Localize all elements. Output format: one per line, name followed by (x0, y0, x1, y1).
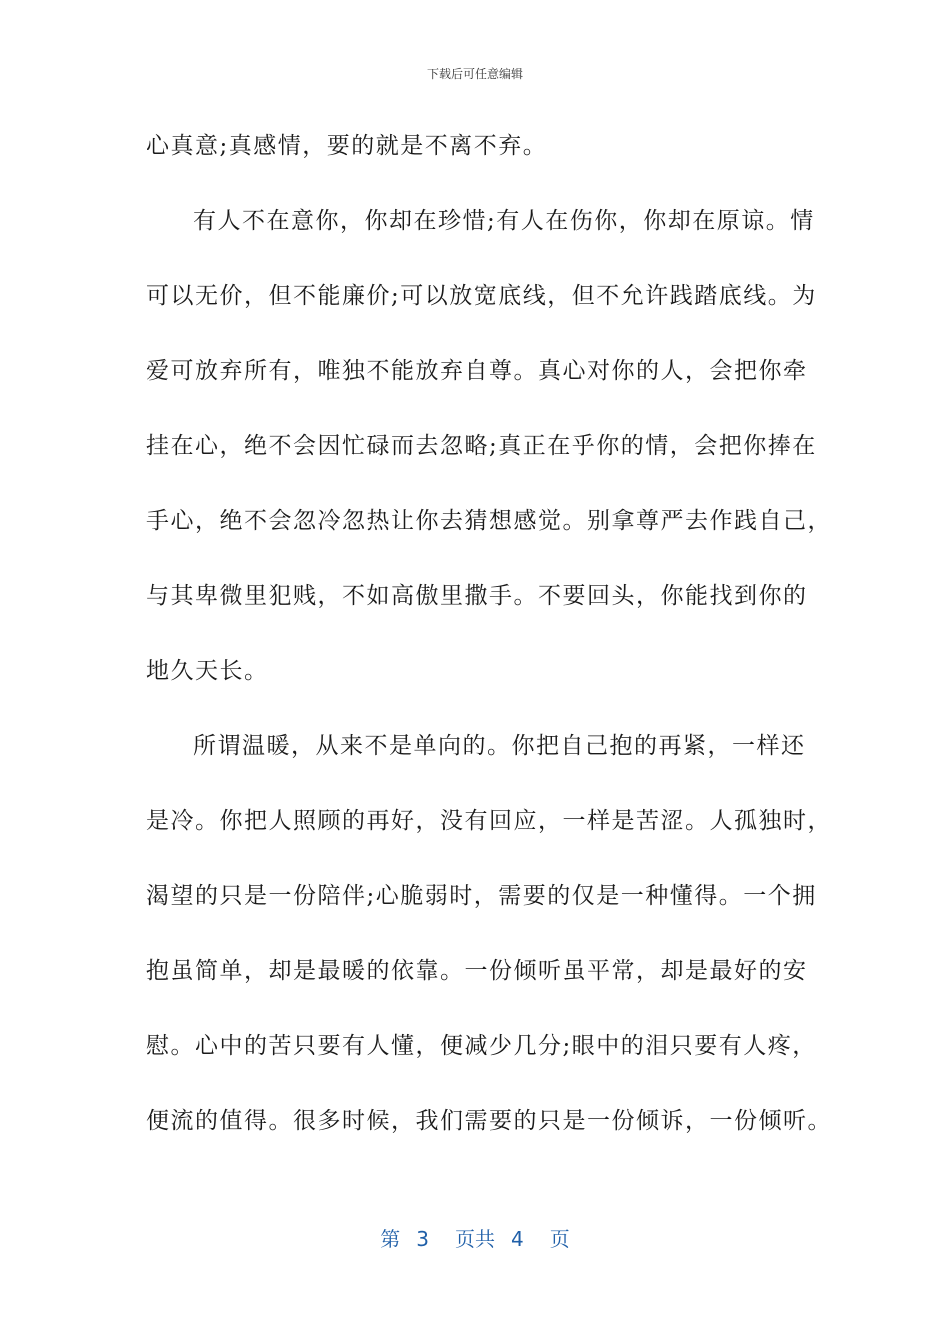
text-line: 慰。心中的苦只要有人懂，便减少几分;眼中的泪只要有人疼， (146, 1033, 817, 1059)
text-line: 可以无价，但不能廉价;可以放宽底线，但不允许践踏底线。为 (146, 283, 817, 309)
footer-prefix: 第 (380, 1227, 401, 1251)
text-line: 抱虽简单，却是最暖的依靠。一份倾听虽平常，却是最好的安 (146, 958, 808, 984)
paragraph-start-line: 有人不在意你，你却在珍惜;有人在伤你，你却在原谅。情 (193, 208, 815, 234)
footer-current-page: 3 (416, 1227, 429, 1251)
text-line: 渴望的只是一份陪伴;心脆弱时，需要的仅是一种懂得。一个拥 (146, 883, 817, 909)
footer-middle: 页共 (455, 1227, 495, 1251)
page-header: 下载后可任意编辑 (426, 67, 523, 81)
footer-total-pages: 4 (511, 1227, 524, 1251)
text-line: 心真意;真感情，要的就是不离不弃。 (146, 133, 548, 159)
text-line: 手心，绝不会忽冷忽热让你去猜想感觉。别拿尊严去作践自己， (146, 508, 832, 534)
paragraph-start-line: 所谓温暖，从来不是单向的。你把自己抱的再紧，一样还 (193, 733, 806, 759)
page-footer (0, 1225, 950, 1253)
text-line: 挂在心，绝不会因忙碌而去忽略;真正在乎你的情，会把你捧在 (146, 433, 817, 459)
text-line: 是冷。你把人照顾的再好，没有回应，一样是苦涩。人孤独时， (146, 808, 832, 834)
text-line: 爱可放弃所有，唯独不能放弃自尊。真心对你的人，会把你牵 (146, 358, 808, 384)
text-line: 与其卑微里犯贱，不如高傲里撒手。不要回头，你能找到你的 (146, 583, 808, 609)
text-line: 便流的值得。很多时候，我们需要的只是一份倾诉，一份倾听。 (146, 1108, 832, 1134)
footer-suffix: 页 (549, 1227, 570, 1251)
document-body (146, 121, 832, 1171)
text-line: 地久天长。 (146, 658, 269, 684)
